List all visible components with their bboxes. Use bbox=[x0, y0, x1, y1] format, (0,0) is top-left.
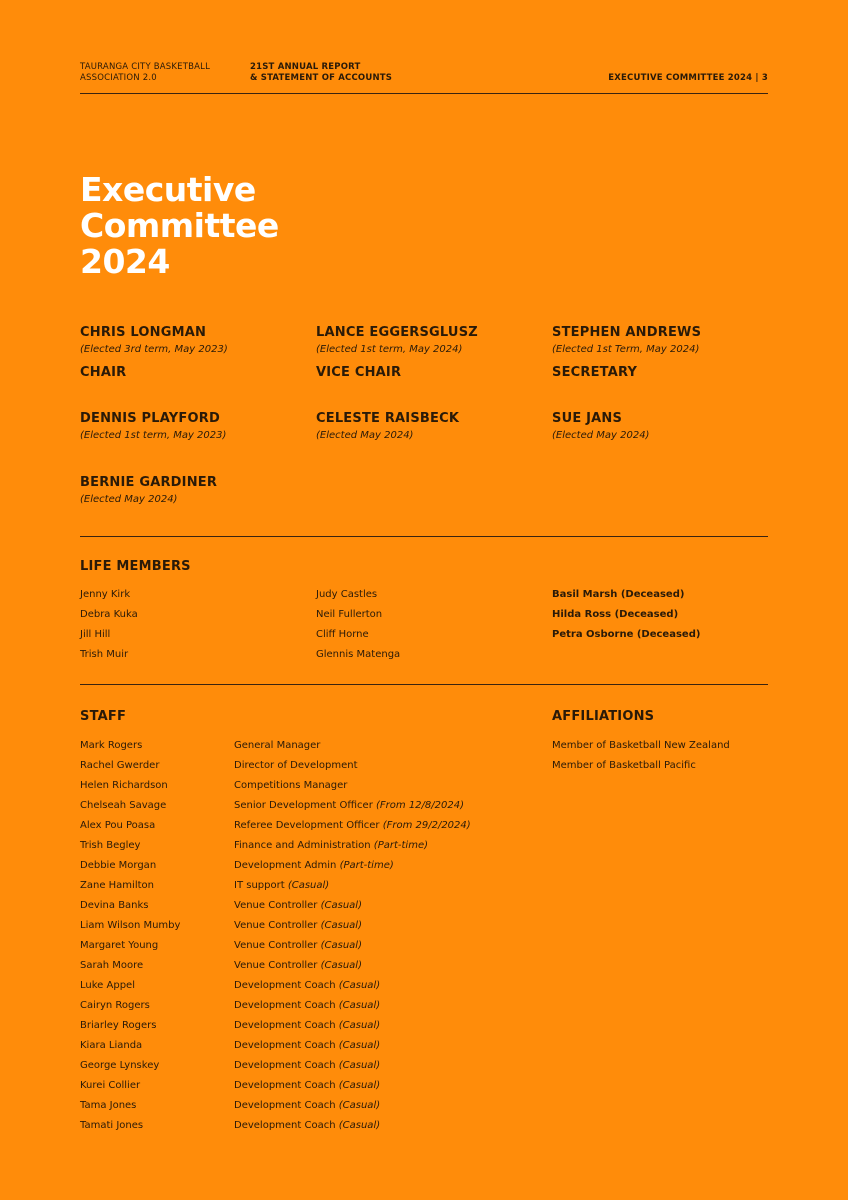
staff-role-title: Development Coach bbox=[234, 1120, 336, 1131]
staff-name: Liam Wilson Mumby bbox=[80, 920, 181, 931]
staff-name: Kiara Lianda bbox=[80, 1040, 143, 1051]
staff-role bbox=[234, 840, 471, 860]
staff-role bbox=[234, 780, 471, 800]
affiliations-list bbox=[552, 740, 730, 780]
staff-role-title: Development Admin bbox=[234, 860, 337, 871]
page-title-line1: Executive bbox=[80, 170, 256, 209]
staff-name: Rachel Gwerder bbox=[80, 760, 160, 771]
header-org-line1: TAURANGA CITY BASKETBALL bbox=[80, 62, 211, 72]
list-item: Trish Muir bbox=[80, 649, 129, 660]
list-item: Debra Kuka bbox=[80, 609, 138, 620]
staff-name: Trish Begley bbox=[80, 840, 141, 851]
staff-role-title: Development Coach bbox=[234, 980, 336, 991]
committee-member-sue bbox=[552, 411, 649, 441]
staff-role-note: (Part-time) bbox=[339, 860, 394, 871]
staff-role-title: Director of Development bbox=[234, 760, 358, 771]
staff-role bbox=[234, 1120, 471, 1140]
staff-role bbox=[234, 1080, 471, 1100]
member-name: LANCE EGGERSGLUSZ bbox=[316, 325, 478, 340]
member-name: DENNIS PLAYFORD bbox=[80, 411, 220, 426]
staff-role bbox=[234, 980, 471, 1000]
committee-member-lance bbox=[316, 325, 478, 380]
staff-role bbox=[234, 820, 471, 840]
page-title-line2: Committee bbox=[80, 206, 279, 245]
staff-role-title: General Manager bbox=[234, 740, 321, 751]
staff-heading: STAFF bbox=[80, 709, 127, 724]
committee-member-stephen bbox=[552, 325, 701, 380]
staff-role-note: (Casual) bbox=[338, 1080, 381, 1091]
affiliations-heading: AFFILIATIONS bbox=[552, 709, 655, 724]
header-report-line2: & STATEMENT OF ACCOUNTS bbox=[250, 73, 393, 83]
member-note: (Elected 3rd term, May 2023) bbox=[80, 344, 228, 355]
staff-role-title: Development Coach bbox=[234, 1080, 336, 1091]
staff-role bbox=[234, 1000, 471, 1020]
staff-role-title: Senior Development Officer bbox=[234, 800, 373, 811]
staff-role-note: (Casual) bbox=[287, 880, 330, 891]
life-members-divider bbox=[80, 684, 768, 685]
staff-role-note: (Casual) bbox=[338, 1060, 381, 1071]
staff-name: Margaret Young bbox=[80, 940, 159, 951]
staff-name: Debbie Morgan bbox=[80, 860, 157, 871]
staff-name: George Lynskey bbox=[80, 1060, 160, 1071]
staff-name: Kurei Collier bbox=[80, 1080, 141, 1091]
member-name: CHRIS LONGMAN bbox=[80, 325, 207, 340]
staff-role-title: Development Coach bbox=[234, 1040, 336, 1051]
staff-name: Chelseah Savage bbox=[80, 800, 167, 811]
staff-role bbox=[234, 1060, 471, 1080]
committee-member-chris bbox=[80, 325, 228, 380]
list-item: Jenny Kirk bbox=[80, 589, 131, 600]
staff-role-title: Development Coach bbox=[234, 1060, 336, 1071]
life-members-heading: LIFE MEMBERS bbox=[80, 559, 191, 574]
staff-role bbox=[234, 920, 471, 940]
staff-role-title: Development Coach bbox=[234, 1000, 336, 1011]
staff-role bbox=[234, 800, 471, 820]
staff-name: Tama Jones bbox=[80, 1100, 137, 1111]
staff-role-title: IT support bbox=[234, 880, 285, 891]
member-note: (Elected May 2024) bbox=[80, 494, 178, 505]
staff-name: Tamati Jones bbox=[80, 1120, 144, 1131]
list-item: Petra Osborne (Deceased) bbox=[552, 629, 701, 640]
staff-role bbox=[234, 1020, 471, 1040]
staff-role-note: (Casual) bbox=[338, 1020, 381, 1031]
member-note: (Elected May 2024) bbox=[316, 430, 414, 441]
staff-role-note: (Casual) bbox=[338, 980, 381, 991]
list-item: Hilda Ross (Deceased) bbox=[552, 609, 679, 620]
staff-role bbox=[234, 1040, 471, 1060]
committee-member-bernie bbox=[80, 475, 217, 505]
staff-role-note: (Part-time) bbox=[373, 840, 428, 851]
list-item: Glennis Matenga bbox=[316, 649, 401, 660]
staff-role-title: Finance and Administration bbox=[234, 840, 371, 851]
member-note: (Elected 1st term, May 2024) bbox=[316, 344, 463, 355]
staff-role-note: (Casual) bbox=[320, 960, 362, 971]
staff-role bbox=[234, 740, 471, 760]
staff-role bbox=[234, 960, 471, 980]
staff-name: Devina Banks bbox=[80, 900, 149, 911]
member-note: (Elected May 2024) bbox=[552, 430, 650, 441]
staff-role bbox=[234, 760, 471, 780]
staff-role bbox=[234, 880, 471, 900]
staff-name: Helen Richardson bbox=[80, 780, 168, 791]
staff-role-title: Development Coach bbox=[234, 1100, 336, 1111]
member-name: SUE JANS bbox=[552, 411, 623, 426]
list-item: Neil Fullerton bbox=[316, 609, 383, 620]
staff-name: Alex Pou Poasa bbox=[80, 820, 156, 831]
life-members-col1 bbox=[80, 589, 138, 669]
list-item: Jill Hill bbox=[80, 629, 111, 640]
staff-role-note: (Casual) bbox=[320, 920, 362, 931]
staff-role bbox=[234, 940, 471, 960]
header-org bbox=[80, 62, 210, 84]
staff-role-note: (Casual) bbox=[338, 1100, 381, 1111]
header-report-line1: 21ST ANNUAL REPORT bbox=[250, 62, 361, 72]
list-item: Member of Basketball Pacific bbox=[552, 760, 696, 771]
staff-roles bbox=[234, 740, 471, 1140]
member-note: (Elected 1st Term, May 2024) bbox=[552, 344, 700, 355]
staff-name: Cairyn Rogers bbox=[80, 1000, 150, 1011]
staff-role bbox=[234, 1100, 471, 1120]
staff-role-note: (Casual) bbox=[320, 940, 362, 951]
header-section-page: EXECUTIVE COMMITTEE 2024 | 3 bbox=[608, 73, 768, 83]
list-item: Basil Marsh (Deceased) bbox=[552, 589, 685, 600]
list-item: Cliff Horne bbox=[316, 629, 369, 640]
member-note: (Elected 1st term, May 2023) bbox=[80, 430, 227, 441]
staff-names bbox=[80, 740, 180, 1140]
staff-role-title: Competitions Manager bbox=[234, 780, 348, 791]
staff-role-note: (From 29/2/2024) bbox=[382, 820, 471, 831]
page-title bbox=[80, 172, 279, 280]
staff-name: Briarley Rogers bbox=[80, 1020, 157, 1031]
committee-member-dennis bbox=[80, 411, 226, 441]
staff-role-title: Venue Controller bbox=[234, 960, 318, 971]
staff-role-note: (From 12/8/2024) bbox=[376, 800, 464, 811]
staff-role-title: Venue Controller bbox=[234, 900, 318, 911]
staff-role-title: Development Coach bbox=[234, 1020, 336, 1031]
committee-member-celeste bbox=[316, 411, 459, 441]
staff-role-note: (Casual) bbox=[338, 1000, 381, 1011]
staff-role-title: Referee Development Officer bbox=[234, 820, 380, 831]
staff-role-note: (Casual) bbox=[320, 900, 362, 911]
staff-role bbox=[234, 900, 471, 920]
member-name: BERNIE GARDINER bbox=[80, 475, 218, 490]
committee-divider bbox=[80, 536, 768, 537]
staff-role-title: Venue Controller bbox=[234, 940, 318, 951]
header-report bbox=[250, 62, 392, 84]
staff-role-note: (Casual) bbox=[338, 1040, 381, 1051]
life-members-col3 bbox=[552, 589, 700, 649]
member-name: STEPHEN ANDREWS bbox=[552, 325, 702, 340]
staff-role-title: Venue Controller bbox=[234, 920, 318, 931]
member-role: SECRETARY bbox=[552, 365, 638, 380]
staff-name: Mark Rogers bbox=[80, 740, 143, 751]
life-members-col2 bbox=[316, 589, 400, 669]
member-role: CHAIR bbox=[80, 365, 127, 380]
member-role: VICE CHAIR bbox=[316, 365, 402, 380]
header-org-line2: ASSOCIATION 2.0 bbox=[80, 73, 157, 83]
staff-role bbox=[234, 860, 471, 880]
staff-name: Sarah Moore bbox=[80, 960, 144, 971]
staff-name: Zane Hamilton bbox=[80, 880, 154, 891]
member-name: CELESTE RAISBECK bbox=[316, 411, 460, 426]
list-item: Member of Basketball New Zealand bbox=[552, 740, 730, 751]
staff-role-note: (Casual) bbox=[338, 1120, 381, 1131]
staff-name: Luke Appel bbox=[80, 980, 135, 991]
header-divider bbox=[80, 93, 768, 94]
list-item: Judy Castles bbox=[316, 589, 378, 600]
page-title-line3: 2024 bbox=[80, 242, 170, 281]
